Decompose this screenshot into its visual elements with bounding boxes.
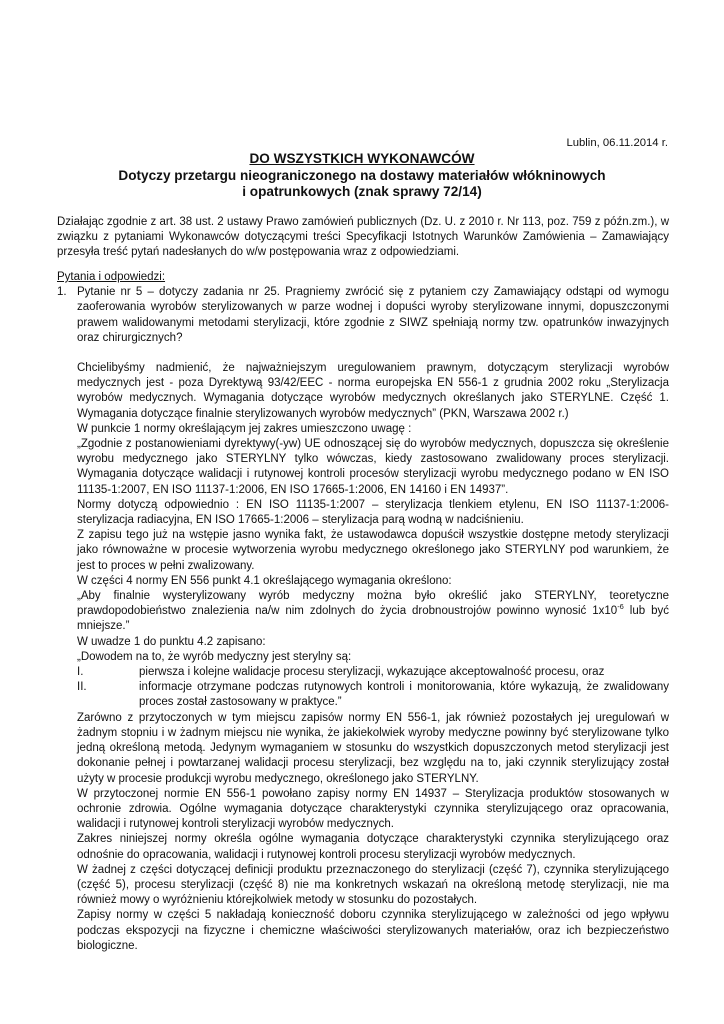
answer-quote	[77, 589, 669, 635]
answer-paragraph: Z zapisu tego już na wstępie jasno wynika fakt, że ustawodawca dopuścił wszystkie dostępne metody sterylizacji jako równoważne w procesie wytworzenia wyrobu medycznego określonego jako STERYLNY pod warunkiem, że jest to proces w pełni zwalizowany.	[77, 529, 669, 572]
roman-number: II.	[77, 681, 87, 694]
heading-subject-line2: i opatrunkowych (znak sprawy 72/14)	[242, 184, 482, 199]
answer-paragraph: Chcielibyśmy nadmienić, że najważniejszym uregulowaniem prawnym, dotyczącym sterylizacji wyrobów medycznych jest - poza Dyrektywą 93/42/EEC - norma europejska EN 556-1 z grudnia 2002 roku „Sterylizacja wyrobów medycznych. Wymagania dotyczące wyrobów medycznych określanych jako STERYLNE. Część 1. Wymagania dotyczące finalnie sterylizowanych wyrobów medycznych” (PKN, Warszawa 2002 r.)	[77, 362, 669, 420]
roman-list-item	[77, 680, 669, 710]
quote-text: „Aby finalnie wysterylizowany wyrób medyczny można było określić jako STERYLNY, teoretyczne prawdopodobieństwo znalezienia na/w nim zdolnych do życia drobnoustrojów powinno wynosić 1x10	[77, 590, 669, 618]
section-label: Pytania i odpowiedzi:	[57, 271, 166, 283]
answer-paragraph: Zapisy normy w części 5 nakładają konieczność doboru czynnika sterylizującego w zależności od jego wpływu podczas ekspozycji na fizyczne i chemiczne właściwości sterylizowanych materiałów, oraz ich bezpieczeństwo biologiczne.	[77, 909, 669, 952]
exponent: -6	[617, 602, 624, 612]
answer-paragraph: Zarówno z przytoczonych w tym miejscu zapisów normy EN 556-1, jak również pozostałych jej uregulowań w żadnym stopniu i w żadnym miejscu nie wynika, że jakiekolwiek wyroby medyczne powinny być sterylizowane tylko jedną określoną metodą. Jedynym wymaganiem w stosunku do wszystkich dopuszczonych metod sterylizacji jest dokonanie pełnej i powtarzanej walidacji procesu sterylizacji, bez względu na to, jaki czynnik sterylizujący został użyty w procesie produkcji wyrobu medycznego, określonego jako STERYLNY.	[77, 711, 669, 785]
intro-paragraph	[57, 215, 669, 261]
answer-quote: „Zgodnie z postanowieniami dyrektywy(-yw) UE odnoszącej się do wyrobów medycznych, dopuszcza się określenie wyrobu medycznego jako STERYLNY tylko wówczas, kiedy zastosowano zwalidowany proces sterylizacji. Wymagania dotyczące walidacji i rutynowej kontroli procesów sterylizacji wyrobu medycznego podano w EN ISO 11135-1:2007, EN ISO 11137-1:2006, EN ISO 17665-1:2006, EN 14160 i EN 14937”.	[77, 438, 669, 496]
question-item	[57, 285, 669, 346]
answer-paragraph: W części 4 normy EN 556 punkt 4.1 określającego wymagania określono:	[77, 574, 452, 587]
answer-paragraph: W uwadze 1 do punktu 4.2 zapisano:	[77, 635, 266, 648]
answer-paragraph: Zakres niniejszej normy określa ogólne wymagania dotyczące charakterystyki czynnika sterylizującego oraz odnośnie do opracowania, walidacji i rutynowej kontroli procesu sterylizacji wyrobów medycznych.	[77, 833, 669, 861]
answer-quote: „Dowodem na to, że wyrób medyczny jest sterylny są:	[77, 650, 352, 663]
question-number: 1.	[57, 286, 67, 299]
question-text: Pytanie nr 5 – dotyczy zadania nr 25. Pragniemy zwrócić się z pytaniem czy Zamawiający odstąpi od wymogu zaoferowania wyrobów sterylizowanych w parze wodnej i dopuści wyroby sterylizowane innymi, dopuszczonymi prawem walidowanymi metodami sterylizacji, które zgodnie z SIWZ spełniają normy tzw. opatrunków inwazyjnych oraz chirurgicznych?	[77, 286, 669, 344]
quote-tail: lub być mniejsze.”	[77, 605, 669, 633]
document-date: Lublin, 06.11.2014 r.	[566, 137, 668, 149]
document-heading	[0, 151, 724, 201]
answer-block	[57, 361, 669, 954]
answer-paragraph: W żadnej z części dotyczącej definicji produktu przeznaczonego do sterylizacji (część 7), czynnika sterylizującego (część 5), procesu sterylizacji (część 8) nie ma konkretnych wskazań na określoną metodę sterylizacji, nie ma również mowy o wyróżnieniu którejkolwiek metody w stosunku do pozostałych.	[77, 863, 669, 907]
roman-text: informacje otrzymane podczas rutynowych kontroli i monitorowania, które wykazują, że zwalidowany proces został zastosowany w praktyce.”	[139, 681, 669, 709]
intro-text: Działając zgodnie z art. 38 ust. 2 ustawy Prawo zamówień publicznych (Dz. U. z 2010 r. Nr 113, poz. 759 z późn.zm.), w związku z pytaniami Wykonawców dotyczącymi treści Specyfikacji Istotnych Warunków Zamówienia – Zamawiający przesyła treść pytań nadesłanych do w/w postępowania wraz z odpowiedziami.	[57, 216, 669, 259]
answer-paragraph: Normy dotyczą odpowiednio : EN ISO 11135-1:2007 – sterylizacja tlenkiem etylenu, EN ISO 11137-1:2006- sterylizacja radiacyjna, EN ISO 17665-1:2006 – sterylizacja parą wodną w nadciśnieniu.	[77, 498, 669, 527]
roman-number: I.	[77, 666, 84, 679]
roman-list-item	[77, 665, 669, 680]
answer-paragraph: W punkcie 1 normy określającym jej zakres umieszczono uwagę :	[77, 422, 412, 435]
qa-section	[57, 270, 669, 954]
roman-text: pierwsza i kolejne walidacje procesu sterylizacji, wykazujące akceptowalność procesu, oraz	[139, 666, 605, 679]
answer-paragraph: W przytoczonej normie EN 556-1 powołano zapisy normy EN 14937 – Sterylizacja produktów stosowanych w ochronie zdrowia. Ogólne wymagania dotyczące charakterystyki czynnika sterylizującego oraz opracowania, walidacji i rutynowej kontroli sterylizacji wyrobów medycznych.	[77, 787, 669, 831]
heading-subject-line1: Dotyczy przetargu nieograniczonego na dostawy materiałów włókninowych	[118, 167, 606, 183]
heading-addressee: DO WSZYSTKICH WYKONAWCÓW	[249, 151, 475, 166]
